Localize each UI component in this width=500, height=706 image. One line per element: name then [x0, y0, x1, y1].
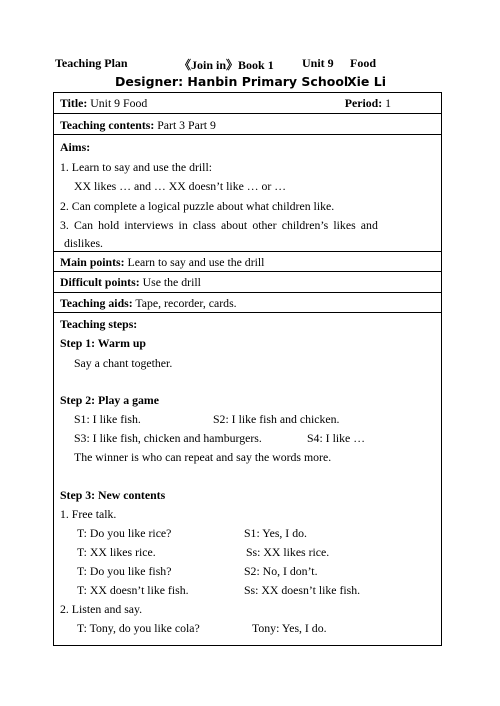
contents-label: Teaching contents: — [60, 118, 155, 132]
teaching-aids-value: Tape, recorder, cards. — [132, 296, 237, 310]
dialog-student-1: S1: Yes, I do. — [244, 526, 307, 540]
step3-item2: 2. Listen and say. — [60, 602, 143, 616]
step3-item1: 1. Free talk. — [60, 507, 117, 521]
title-label: Title: — [60, 96, 88, 110]
aims-row — [54, 135, 441, 252]
step1-text: Say a chant together. — [74, 356, 173, 370]
step2-line2-a: S3: I like fish, chicken and hamburgers. — [74, 431, 262, 445]
dialog-teacher-1: T: Do you like rice? — [77, 526, 172, 540]
teaching-aids-row — [54, 293, 441, 313]
book-label: 《Join in》Book 1 — [179, 58, 274, 72]
contents-value: Part 3 Part 9 — [154, 118, 216, 132]
period-label: Period: — [344, 96, 383, 110]
steps-label: Teaching steps: — [60, 317, 138, 331]
dialog-teacher-2: T: XX likes rice. — [77, 545, 156, 559]
main-points-value: Learn to say and use the drill — [124, 255, 265, 269]
dialog-teacher-3: T: Do you like fish? — [77, 564, 172, 578]
dialog2-teacher: T: Tony, do you like cola? — [77, 621, 200, 635]
difficult-points-label: Difficult points: — [60, 275, 140, 289]
main-points-row — [54, 252, 441, 272]
aims-line-3: 2. Can complete a logical puzzle about what children like. — [60, 199, 335, 213]
dialog-student-4: Ss: XX doesn’t like fish. — [244, 583, 361, 597]
main-points-label: Main points: — [60, 255, 125, 269]
aims-line-2: XX likes … and … XX doesn’t like … or … — [74, 179, 287, 193]
aims-line-1: 1. Learn to say and use the drill: — [60, 160, 213, 174]
aims-line-4: 3. Can hold interviews in class about other children’s likes and — [60, 218, 378, 232]
designer-label: Designer: Hanbin Primary School — [115, 74, 349, 89]
plan-label: Teaching Plan — [55, 56, 128, 70]
dialog-student-3: S2: No, I don’t. — [244, 564, 318, 578]
aims-line-5: dislikes. — [64, 236, 103, 250]
difficult-points-row — [54, 272, 441, 293]
title-row — [54, 93, 441, 114]
step2-title: Step 2: Play a game — [60, 393, 159, 407]
period-value: 1 — [382, 96, 391, 110]
teaching-aids-label: Teaching aids: — [60, 296, 133, 310]
step2-line1-a: S1: I like fish. — [74, 412, 141, 426]
dialog-teacher-4: T: XX doesn’t like fish. — [77, 583, 189, 597]
aims-label: Aims: — [60, 140, 91, 154]
unit-label: Unit 9 — [302, 56, 334, 70]
topic-label: Food — [350, 56, 377, 70]
difficult-points-value: Use the drill — [139, 275, 201, 289]
teaching-plan-table — [53, 92, 442, 646]
step2-line3: The winner is who can repeat and say the words more. — [74, 450, 332, 464]
dialog-student-2: Ss: XX likes rice. — [246, 545, 330, 559]
step2-line1-b: S2: I like fish and chicken. — [213, 412, 340, 426]
dialog2-student: Tony: Yes, I do. — [252, 621, 327, 635]
teaching-steps-row — [54, 313, 441, 645]
designer-name: Xie Li — [347, 74, 387, 89]
title-value: Unit 9 Food — [87, 96, 148, 110]
document-header — [55, 56, 475, 72]
step1-title: Step 1: Warm up — [60, 336, 146, 350]
step2-line2-b: S4: I like … — [307, 431, 365, 445]
contents-row — [54, 114, 441, 135]
step3-title: Step 3: New contents — [60, 488, 166, 502]
